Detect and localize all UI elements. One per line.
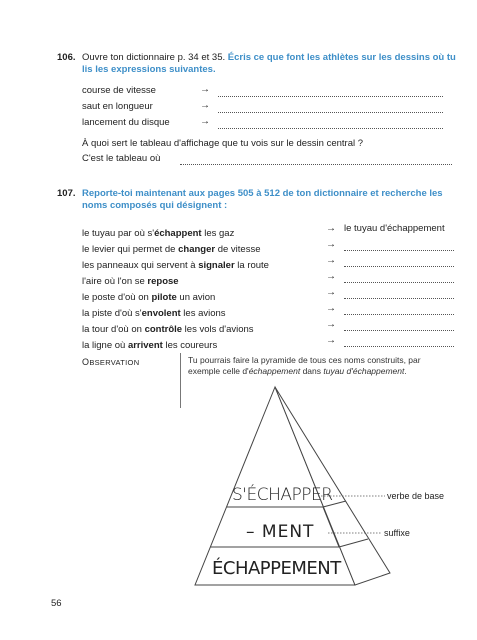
row-text: le tuyau par où s'échappent les gaz bbox=[82, 228, 235, 239]
pyramid-middle-word: – MENT bbox=[246, 522, 315, 542]
answer-line[interactable] bbox=[344, 329, 454, 331]
ex106-question: À quoi sert le tableau d'affichage que tu vois sur le dessin central ? bbox=[82, 138, 364, 149]
label-suffixe: suffixe bbox=[384, 528, 410, 538]
row-answer: le tuyau d'échappement bbox=[344, 223, 445, 234]
arrow-icon: → bbox=[326, 335, 336, 346]
pyramid-top-word: S'ÉCHAPPER bbox=[232, 485, 333, 505]
answer-line[interactable] bbox=[218, 95, 443, 97]
arrow-icon: → bbox=[326, 271, 336, 282]
row-text: la piste d'où s'envolent les avions bbox=[82, 308, 226, 319]
exercise-107-instruction: Reporte-toi maintenant aux pages 505 à 512 de ton dictionnaire et recherche les noms composés qui désignent : bbox=[82, 188, 443, 211]
ex106-item-3: lancement du disque bbox=[82, 117, 170, 128]
ex107-row bbox=[82, 303, 462, 319]
arrow-icon: → bbox=[326, 319, 336, 330]
page-number: 56 bbox=[51, 598, 62, 609]
ex106-item-2: saut en longueur bbox=[82, 101, 153, 112]
answer-line[interactable] bbox=[344, 281, 454, 283]
ex107-row bbox=[82, 319, 462, 335]
label-verbe-de-base: verbe de base bbox=[387, 491, 445, 501]
observation-text bbox=[188, 355, 463, 377]
answer-line[interactable] bbox=[218, 127, 443, 129]
arrow-icon: → bbox=[200, 116, 210, 127]
ex107-list bbox=[82, 223, 462, 351]
ex107-row bbox=[82, 287, 462, 303]
row-text: la tour d'où on contrôle les vols d'avions bbox=[82, 324, 254, 335]
exercise-106-instruction bbox=[82, 52, 462, 76]
row-text: le levier qui permet de changer de vitesse bbox=[82, 244, 261, 255]
row-text: la ligne où arrivent les coureurs bbox=[82, 340, 218, 351]
row-text: l'aire où l'on se repose bbox=[82, 276, 179, 287]
arrow-icon: → bbox=[326, 303, 336, 314]
answer-line[interactable] bbox=[344, 265, 454, 267]
ex106-answer-start: C'est le tableau où bbox=[82, 153, 161, 164]
ex107-row bbox=[82, 223, 462, 239]
ex107-row bbox=[82, 255, 462, 271]
arrow-icon: → bbox=[326, 287, 336, 298]
row-text: le poste d'où on pilote un avion bbox=[82, 292, 216, 303]
pyramid-bottom-word: ÉCHAPPEMENT bbox=[212, 558, 341, 579]
arrow-icon: → bbox=[326, 223, 336, 234]
ex106-item-1: course de vitesse bbox=[82, 85, 156, 96]
observation-label: OBSERVATION bbox=[82, 357, 140, 367]
row-text: les panneaux qui servent à signaler la route bbox=[82, 260, 269, 271]
arrow-icon: → bbox=[200, 100, 210, 111]
arrow-icon: → bbox=[326, 239, 336, 250]
ex107-row bbox=[82, 335, 462, 351]
answer-line[interactable] bbox=[344, 313, 454, 315]
exercise-106-instruction-blue: Écris ce que font les athlètes sur les dessins où tu lis les expressions suivantes. bbox=[82, 52, 456, 75]
answer-line[interactable] bbox=[344, 345, 454, 347]
arrow-icon: → bbox=[200, 84, 210, 95]
ex107-row bbox=[82, 239, 462, 255]
answer-line[interactable] bbox=[180, 163, 452, 165]
answer-line[interactable] bbox=[344, 297, 454, 299]
exercise-106-instruction-plain: Ouvre ton dictionnaire p. 34 et 35. bbox=[82, 52, 226, 63]
ex107-row bbox=[82, 271, 462, 287]
exercise-106-number: 106. bbox=[57, 52, 76, 63]
arrow-icon: → bbox=[326, 255, 336, 266]
observation-line-1: Tu pourrais faire la pyramide de tous ces noms construits, par bbox=[188, 355, 421, 365]
observation-line-2: exemple celle d'échappement dans tuyau d'échappement. bbox=[188, 366, 407, 376]
answer-line[interactable] bbox=[344, 249, 454, 251]
exercise-107-number: 107. bbox=[57, 188, 76, 199]
answer-line[interactable] bbox=[218, 111, 443, 113]
